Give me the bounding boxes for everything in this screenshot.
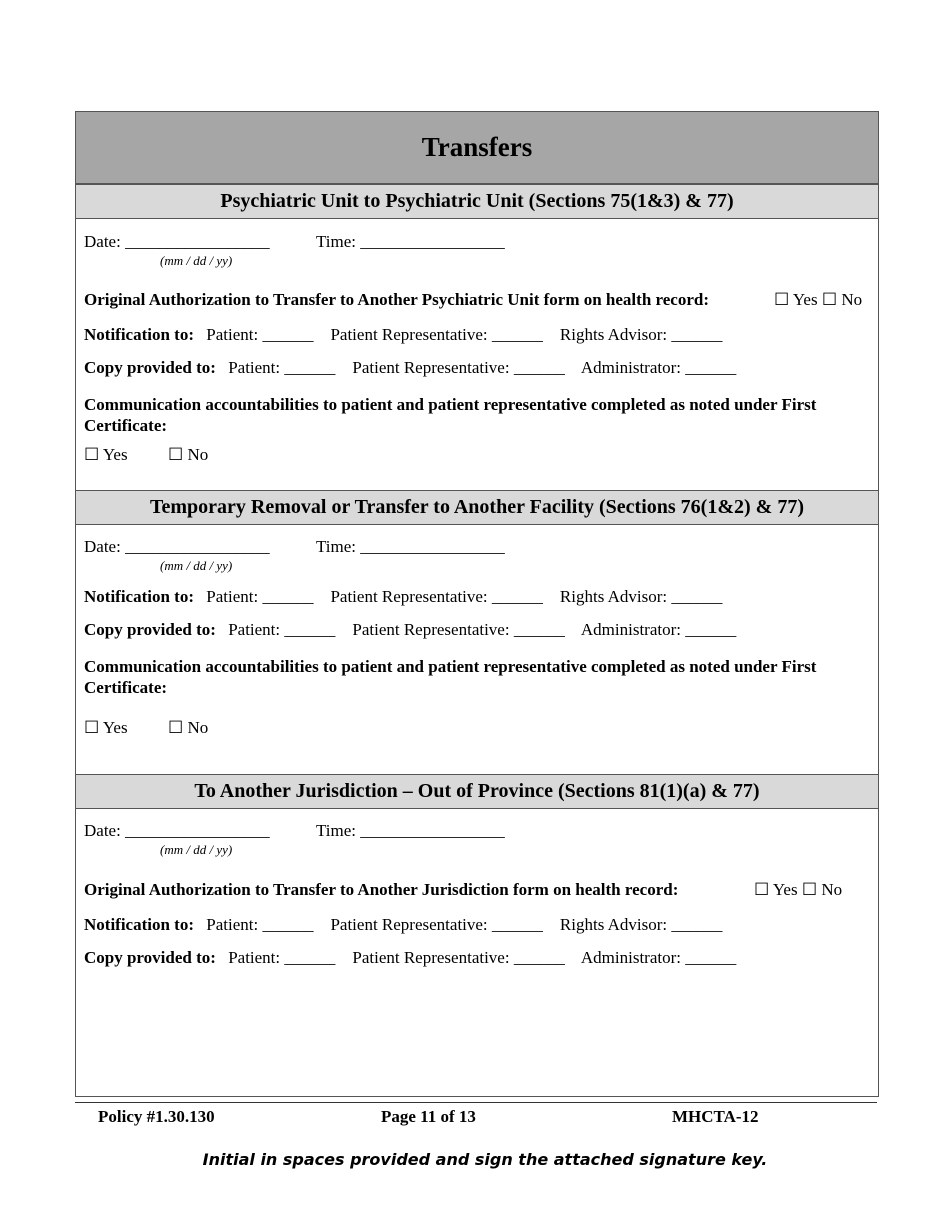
copy-fields[interactable]: Patient: ______ Patient Representative: ______ Administrator: ______ — [228, 358, 737, 377]
no-checkbox[interactable]: ☐ No — [168, 718, 209, 737]
footer-divider — [75, 1102, 877, 1103]
notification-label: Notification to: — [84, 915, 195, 934]
date-field[interactable]: Date: _________________ — [84, 537, 270, 556]
time-field[interactable]: Time: _________________ — [316, 537, 505, 556]
section-heading-psychiatric-unit: Psychiatric Unit to Psychiatric Unit (Sections 75(1&3) & 77) — [76, 184, 878, 219]
copy-label: Copy provided to: — [84, 948, 216, 967]
copy-row — [84, 358, 736, 378]
communication-text: Communication accountabilities to patient and patient representative completed as noted under First Certificate: — [84, 657, 817, 697]
date-format-hint: (mm / dd / yy) — [160, 842, 233, 857]
section-heading-temporary-removal: Temporary Removal or Transfer to Another Facility (Sections 76(1&2) & 77) — [76, 490, 878, 525]
notification-fields[interactable]: Patient: ______ Patient Representative: ______ Rights Advisor: ______ — [206, 587, 723, 606]
footer-policy: Policy #1.30.130 — [98, 1107, 215, 1126]
form-title: Transfers — [76, 112, 878, 184]
footer-form-code: MHCTA-12 — [672, 1107, 759, 1126]
footer-page-number: Page 11 of 13 — [381, 1107, 476, 1126]
copy-label: Copy provided to: — [84, 358, 216, 377]
date-field[interactable]: Date: _________________ — [84, 232, 270, 251]
footer-instruction: Initial in spaces provided and sign the attached signature key. — [202, 1150, 768, 1169]
copy-fields[interactable]: Patient: ______ Patient Representative: ______ Administrator: ______ — [228, 620, 737, 639]
notification-fields[interactable]: Patient: ______ Patient Representative: ______ Rights Advisor: ______ — [206, 915, 723, 934]
notification-fields[interactable]: Patient: ______ Patient Representative: ______ Rights Advisor: ______ — [206, 325, 723, 344]
notification-label: Notification to: — [84, 587, 195, 606]
notification-row — [84, 587, 722, 607]
section-heading-another-jurisdiction: To Another Jurisdiction – Out of Province (Sections 81(1)(a) & 77) — [76, 774, 878, 809]
copy-fields[interactable]: Patient: ______ Patient Representative: ______ Administrator: ______ — [228, 948, 737, 967]
authorization-label: Original Authorization to Transfer to Another Jurisdiction form on health record: — [84, 880, 679, 899]
authorization-checkboxes[interactable]: ☐ Yes ☐ No — [774, 290, 863, 309]
transfers-form — [75, 111, 879, 1097]
no-checkbox[interactable]: ☐ No — [168, 445, 209, 464]
time-field[interactable]: Time: _________________ — [316, 232, 505, 251]
yes-checkbox[interactable]: ☐ Yes — [84, 718, 128, 737]
date-field[interactable]: Date: _________________ — [84, 821, 270, 840]
notification-row — [84, 915, 722, 935]
authorization-label: Original Authorization to Transfer to Another Psychiatric Unit form on health record: — [84, 290, 710, 309]
copy-row — [84, 620, 736, 640]
yes-checkbox[interactable]: ☐ Yes — [84, 445, 128, 464]
authorization-checkboxes[interactable]: ☐ Yes ☐ No — [754, 880, 843, 899]
time-field[interactable]: Time: _________________ — [316, 821, 505, 840]
copy-label: Copy provided to: — [84, 620, 216, 639]
copy-row — [84, 948, 736, 968]
notification-label: Notification to: — [84, 325, 195, 344]
communication-text: Communication accountabilities to patient and patient representative completed as noted under First Certificate: — [84, 395, 817, 435]
date-format-hint: (mm / dd / yy) — [160, 253, 233, 268]
date-format-hint: (mm / dd / yy) — [160, 558, 233, 573]
notification-row — [84, 325, 722, 345]
